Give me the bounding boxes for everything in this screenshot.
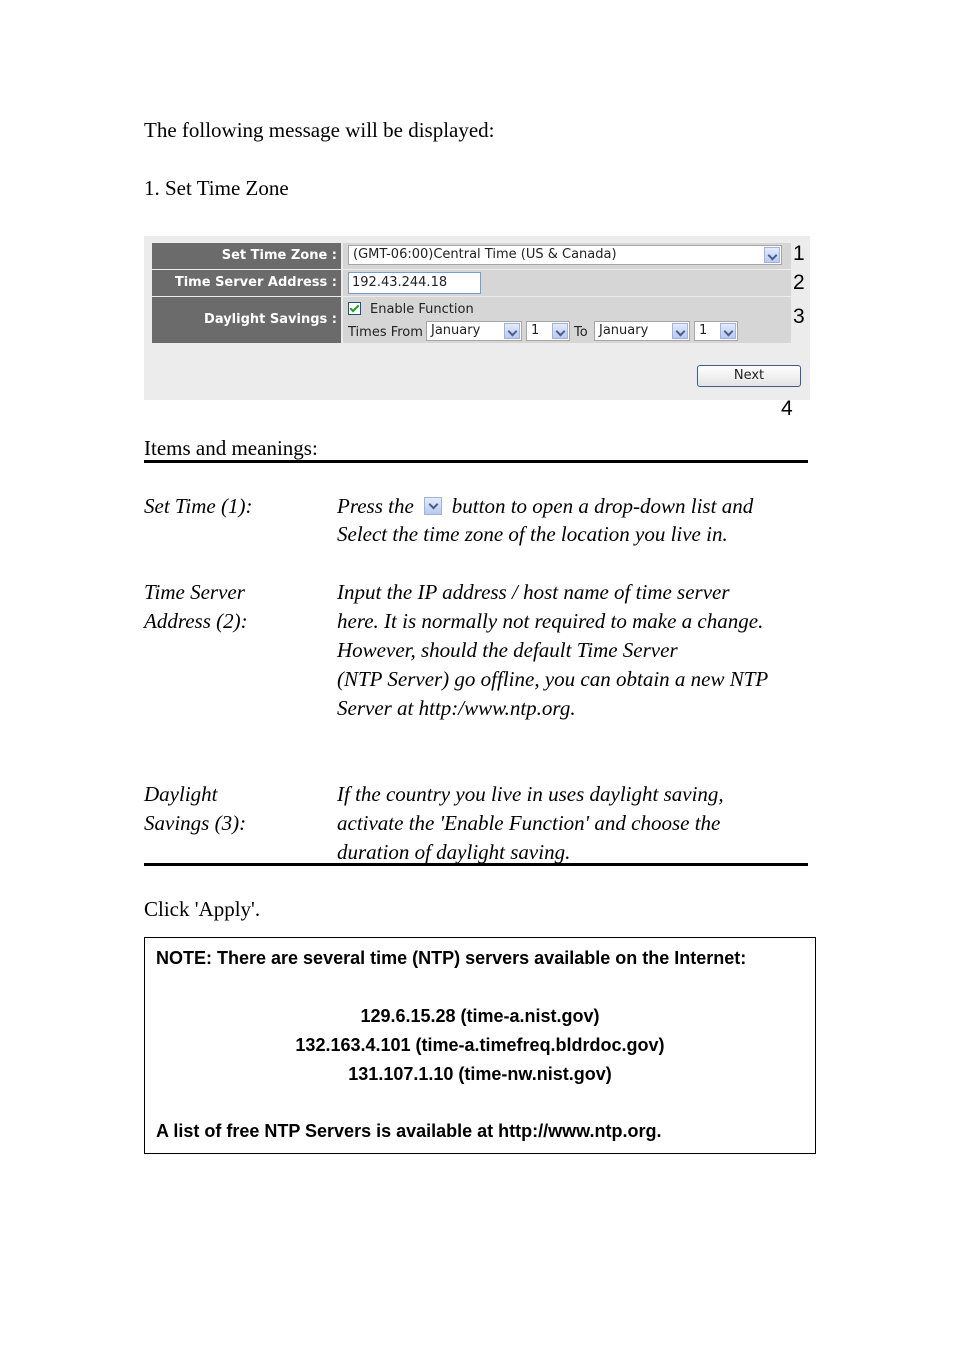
intro-text: The following message will be displayed: [144,118,495,142]
marker-3: 3 [793,305,805,328]
desc-time-server-line-4: (NTP Server) go offline, you can obtain a new NTP [337,667,769,691]
note-box [144,937,816,1154]
time-zone-form-screenshot [144,236,810,400]
bottom-rule [144,863,808,866]
step-heading: 1. Set Time Zone [144,176,289,200]
time-zone-select[interactable] [348,245,782,265]
chevron-down-icon[interactable] [672,323,688,339]
term-set-time: Set Time (1): [144,494,253,518]
ntp-server-2: 132.163.4.101 (time-a.timefreq.bldrdoc.gov) [295,1035,665,1055]
note-footer: A list of free NTP Servers is available at http://www.ntp.org. [156,1121,662,1141]
time-zone-value: (GMT-06:00)Central Time (US & Canada) [353,247,617,262]
desc-daylight-line-3: duration of daylight saving. [337,840,571,864]
desc-set-time-post: button to open a drop-down list and [451,494,754,518]
ntp-server-3: 131.107.1.10 (time-nw.nist.gov) [348,1064,612,1084]
to-label: To [574,325,588,340]
desc-time-server-line-2: here. It is normally not required to make a change. [337,609,764,633]
term-time-server-2: Address (2): [144,609,248,633]
desc-time-server-line-1: Input the IP address / host name of time server [337,580,730,604]
time-server-label: Time Server Address : [152,270,341,296]
next-button[interactable]: Next [697,365,801,387]
to-day-select[interactable] [694,321,738,341]
term-daylight-2: Savings (3): [144,811,247,835]
click-apply-text: Click 'Apply'. [144,897,261,921]
desc-set-time-line-1 [337,492,753,520]
desc-time-server-line-3: However, should the default Time Server [337,638,678,662]
marker-4: 4 [781,397,793,420]
dropdown-arrow-icon [424,497,442,515]
top-rule [144,460,808,463]
to-day-value: 1 [699,323,708,338]
marker-2: 2 [793,271,805,294]
to-month-value: January [599,323,649,338]
from-day-value: 1 [531,323,540,338]
time-server-input[interactable]: 192.43.244.18 [348,272,481,294]
ntp-server-1: 129.6.15.28 (time-a.nist.gov) [360,1006,600,1026]
desc-set-time-pre: Press the [337,494,414,518]
to-month-select[interactable] [594,321,690,341]
note-title: NOTE: There are several time (NTP) servers available on the Internet: [156,948,747,968]
chevron-down-icon[interactable] [552,323,568,339]
desc-time-server-line-5: Server at http:/www.ntp.org. [337,696,576,720]
from-month-value: January [431,323,481,338]
term-time-server-1: Time Server [144,580,245,604]
marker-1: 1 [793,242,805,265]
enable-function-label: Enable Function [370,302,474,317]
times-from-label: Times From [348,325,423,340]
term-daylight-1: Daylight [144,782,218,806]
chevron-down-icon[interactable] [720,323,736,339]
desc-daylight-line-1: If the country you live in uses daylight saving, [337,782,724,806]
desc-set-time-line-2: Select the time zone of the location you live in. [337,522,728,546]
from-day-select[interactable] [526,321,570,341]
items-heading: Items and meanings: [144,436,318,460]
daylight-savings-label: Daylight Savings : [152,297,341,343]
time-zone-label: Set Time Zone : [152,243,341,269]
desc-daylight-line-2: activate the 'Enable Function' and choose the [337,811,721,835]
chevron-down-icon[interactable] [764,247,780,263]
enable-function-checkbox[interactable] [348,302,361,315]
from-month-select[interactable] [426,321,522,341]
chevron-down-icon[interactable] [504,323,520,339]
